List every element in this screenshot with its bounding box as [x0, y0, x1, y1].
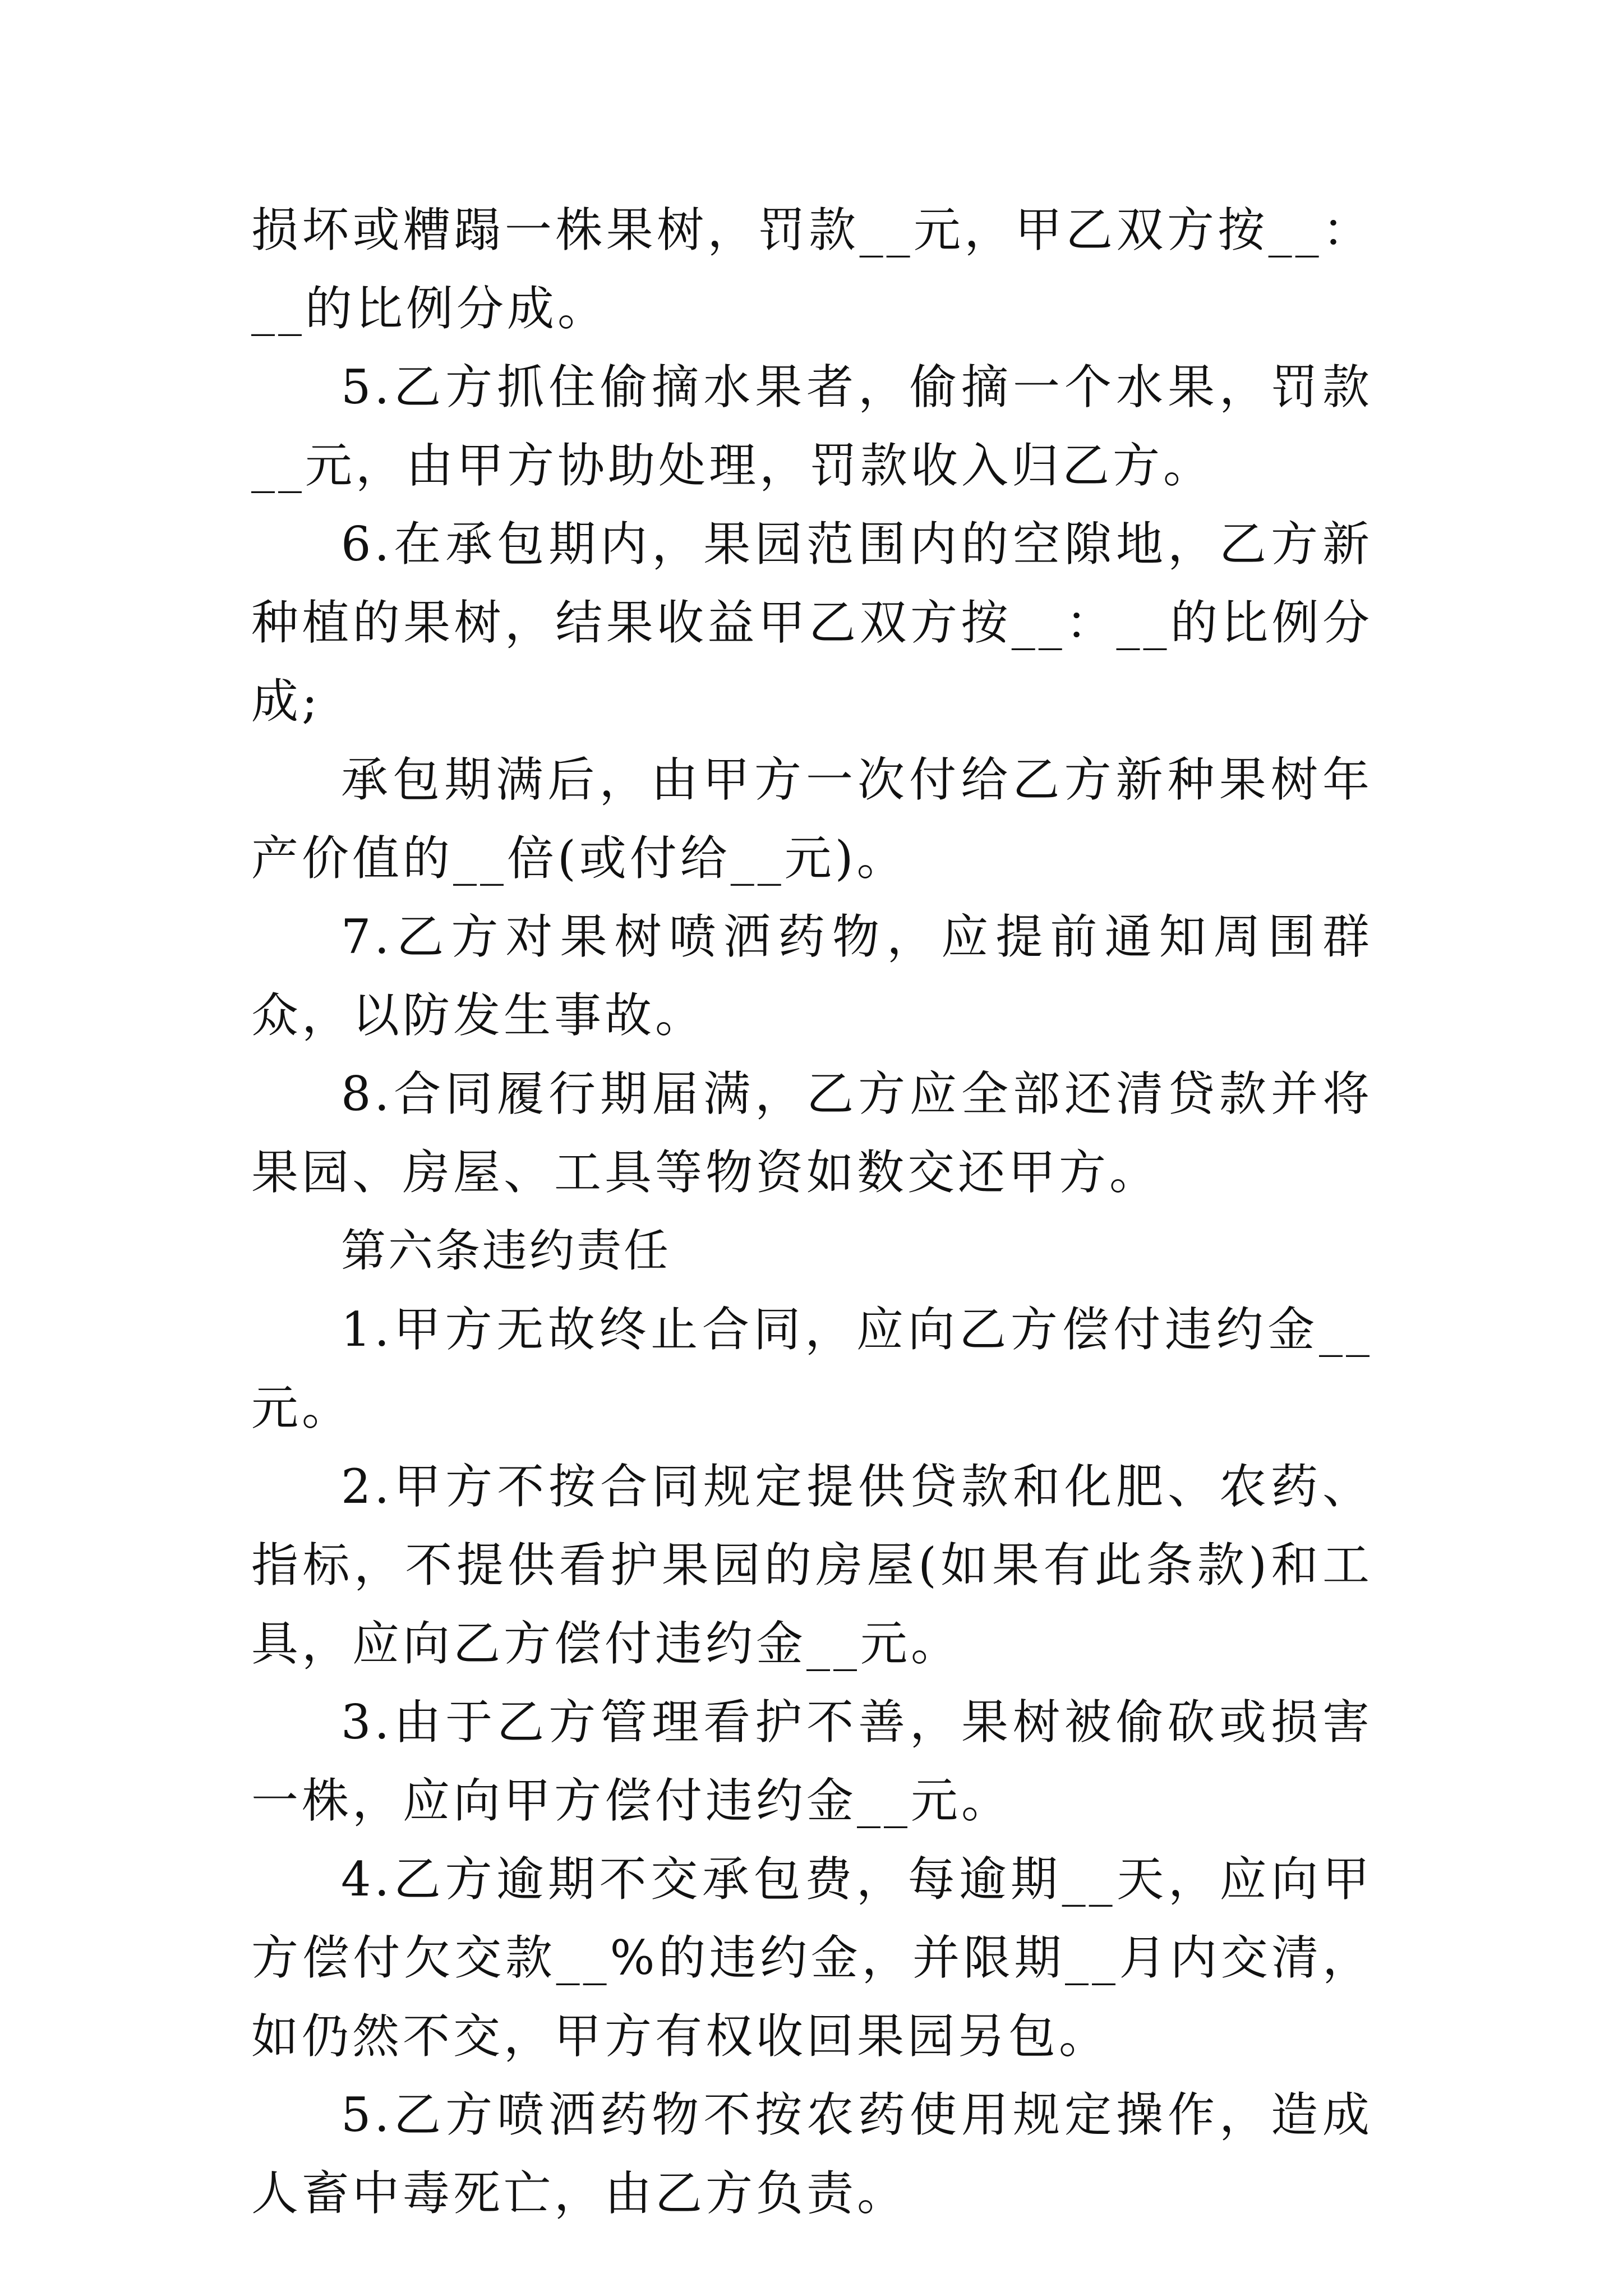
paragraph-clause-6: 6.在承包期内，果园范围内的空隙地，乙方新种植的果树，结果收益甲乙双方按__：__的比例分成;	[251, 517, 1373, 729]
document-body	[251, 191, 1373, 2233]
paragraph-clause-6-continued: 承包期满后，由甲方一次付给乙方新种果树年产价值的__倍(或付给__元)。	[251, 752, 1373, 886]
paragraph-liability-3: 3.由于乙方管理看护不善，果树被偷砍或损害一株，应向甲方偿付违约金__元。	[251, 1695, 1373, 1828]
paragraph-clause-5: 5.乙方抓住偷摘水果者，偷摘一个水果，罚款__元，由甲方协助处理，罚款收入归乙方。	[251, 360, 1373, 493]
paragraph-liability-5: 5.乙方喷洒药物不按农药使用规定操作，造成人畜中毒死亡，由乙方负责。	[251, 2087, 1373, 2221]
paragraph-clause-8: 8.合同履行期届满，乙方应全部还清贷款并将果园、房屋、工具等物资如数交还甲方。	[251, 1066, 1373, 1200]
section-heading-article-6: 第六条违约责任	[341, 1225, 671, 1277]
paragraph-liability-1: 1.甲方无故终止合同，应向乙方偿付违约金__元。	[251, 1302, 1373, 1435]
paragraph-clause-7: 7.乙方对果树喷洒药物，应提前通知周围群众，以防发生事故。	[251, 909, 1373, 1043]
paragraph-continuation: 损坏或糟蹋一株果树，罚款__元，甲乙双方按__：__的比例分成。	[251, 203, 1373, 336]
paragraph-liability-2: 2.甲方不按合同规定提供贷款和化肥、农药、指标，不提供看护果园的房屋(如果有此条款)和工具，应向乙方偿付违约金__元。	[251, 1459, 1373, 1671]
paragraph-liability-4: 4.乙方逾期不交承包费，每逾期__天，应向甲方偿付欠交款__%的违约金，并限期__月内交清，如仍然不交，甲方有权收回果园另包。	[251, 1852, 1373, 2064]
